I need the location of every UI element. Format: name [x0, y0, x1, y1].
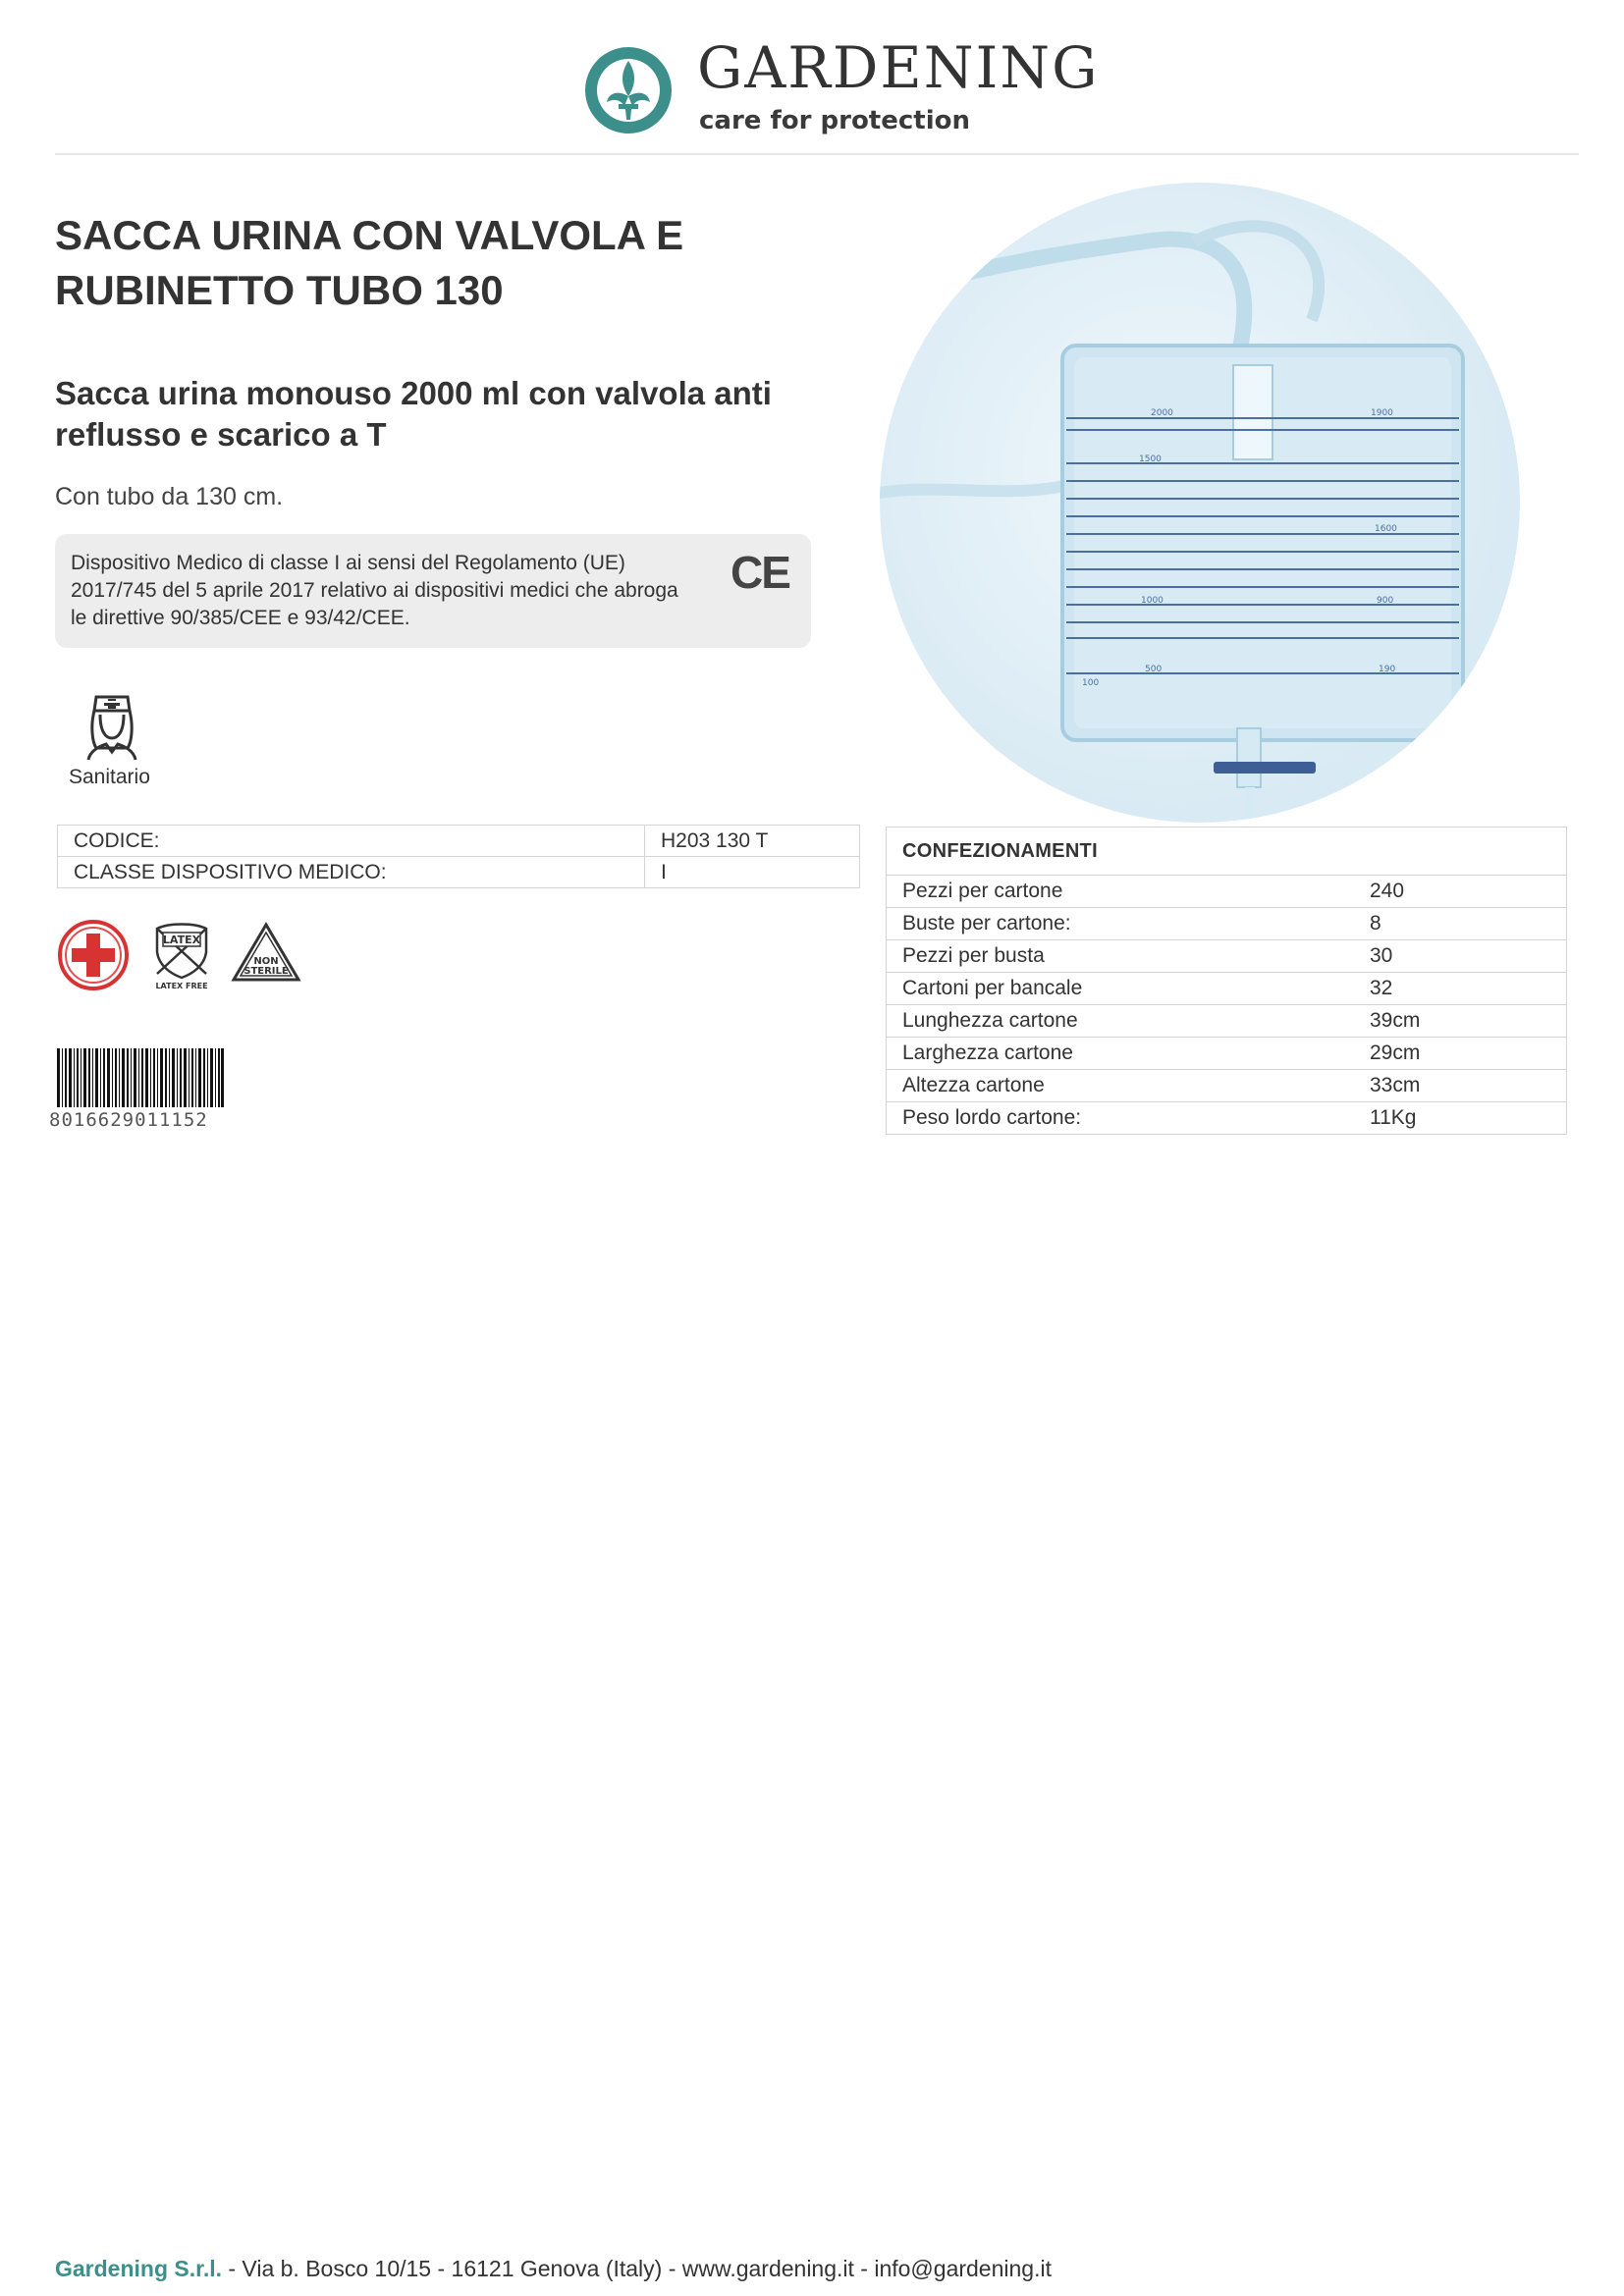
packaging-label: Larghezza cartone [887, 1038, 1355, 1070]
packaging-title: CONFEZIONAMENTI [887, 828, 1567, 876]
red-cross-icon [57, 919, 130, 991]
bag-scale-label-2: 1000 [1141, 596, 1164, 606]
packaging-label: Altezza cartone [887, 1070, 1355, 1102]
regulation-box [55, 534, 811, 648]
gardening-logo-icon [581, 41, 676, 139]
user-type-label: Sanitario [69, 766, 150, 788]
regulation-text: Dispositivo Medico di classe I ai sensi del Regolamento (UE) 2017/745 del 5 aprile 2017 relativo ai dispositivi medici che abroga le direttive 90/385/CEE e 93/42/CEE. [71, 552, 678, 629]
product-intro: Con tubo da 130 cm. [55, 483, 284, 510]
table-row [887, 908, 1567, 940]
bag-scale-label-6: 1600 [1375, 524, 1397, 534]
non-sterile-text-2: STERILE [244, 966, 289, 977]
nurse-icon [84, 693, 139, 762]
bag-scale-label-0: 2000 [1151, 408, 1173, 418]
latex-text: LATEX [162, 934, 201, 946]
code-value: H203 130 T [645, 826, 860, 857]
packaging-label: Cartoni per bancale [887, 973, 1355, 1005]
latex-free-icon [147, 919, 216, 991]
table-row [887, 1102, 1567, 1135]
packaging-value: 39cm [1354, 1005, 1567, 1038]
codes-table [57, 825, 860, 888]
table-row [58, 857, 860, 888]
packaging-value: 33cm [1354, 1070, 1567, 1102]
table-row [887, 940, 1567, 973]
packaging-value: 32 [1354, 973, 1567, 1005]
product-title: SACCA URINA CON VALVOLA E RUBINETTO TUBO 130 [55, 212, 684, 313]
table-row [887, 876, 1567, 908]
packaging-label: Pezzi per busta [887, 940, 1355, 973]
bag-scale-label-3: 500 [1145, 665, 1163, 674]
packaging-label: Lunghezza cartone [887, 1005, 1355, 1038]
packaging-label: Pezzi per cartone [887, 876, 1355, 908]
non-sterile-text-1: NON [253, 956, 279, 967]
footer-address: - Via b. Bosco 10/15 - 16121 Genova (Italy) - www.gardening.it - info@gardening.it [221, 2256, 1052, 2281]
table-row [887, 1038, 1567, 1070]
barcode [57, 1048, 224, 1107]
packaging-label: Peso lordo cartone: [887, 1102, 1355, 1135]
packaging-value: 11Kg [1354, 1102, 1567, 1135]
device-class-label: CLASSE DISPOSITIVO MEDICO: [58, 857, 645, 888]
code-label: CODICE: [58, 826, 645, 857]
bag-scale-label-5: 1900 [1371, 408, 1393, 418]
footer-company: Gardening S.r.l. [55, 2256, 222, 2281]
footer [55, 2256, 1052, 2282]
packaging-label: Buste per cartone: [887, 908, 1355, 940]
table-row [887, 973, 1567, 1005]
packaging-value: 29cm [1354, 1038, 1567, 1070]
packaging-value: 240 [1354, 876, 1567, 908]
packaging-value: 30 [1354, 940, 1567, 973]
product-subtitle: Sacca urina monouso 2000 ml con valvola anti reflusso e scarico a T [55, 375, 772, 453]
urine-bag-illustration [880, 183, 1520, 823]
table-row [887, 1070, 1567, 1102]
bag-scale-label-8: 190 [1379, 665, 1396, 674]
packaging-table [886, 827, 1567, 1135]
product-image [880, 183, 1520, 823]
non-sterile-icon [230, 919, 302, 988]
header-divider [55, 153, 1579, 155]
packaging-value: 8 [1354, 908, 1567, 940]
ce-mark: CE [731, 547, 789, 598]
device-class-value: I [645, 857, 860, 888]
table-header-row [887, 828, 1567, 876]
bag-scale-label-1: 1500 [1139, 454, 1162, 464]
bag-scale-label-4: 100 [1082, 678, 1100, 688]
barcode-number: 8016629011152 [49, 1109, 208, 1131]
brand-tagline: care for protection [699, 106, 970, 135]
table-row [887, 1005, 1567, 1038]
bag-scale-label-7: 900 [1377, 596, 1394, 606]
table-row [58, 826, 860, 857]
brand-name: GARDENING [697, 34, 1100, 101]
latex-free-text: LATEX FREE [155, 982, 208, 990]
